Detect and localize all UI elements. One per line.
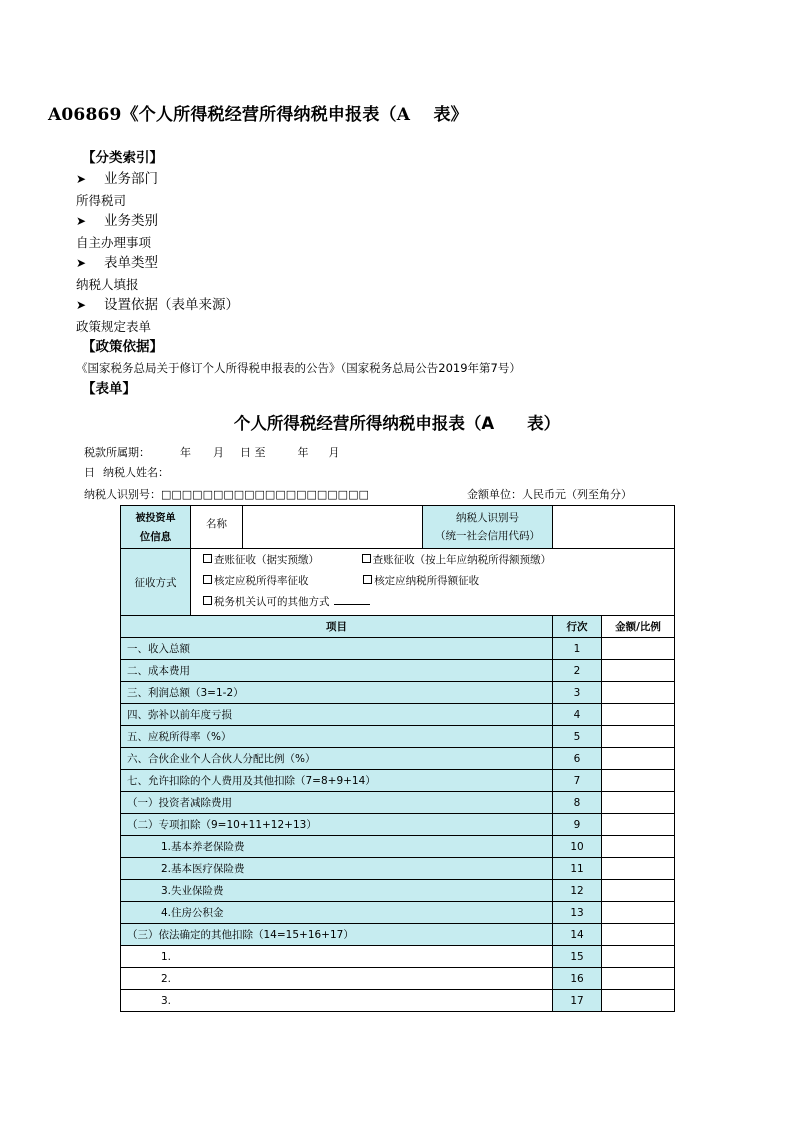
table-row (121, 770, 675, 792)
category-heading: 【分类索引】 (82, 150, 163, 166)
index-value-business-type: 自主办理事项 (76, 235, 152, 250)
row-line-number: 1 (553, 638, 602, 660)
row-line-number: 5 (553, 726, 602, 748)
row-amount-field[interactable] (602, 748, 675, 770)
row-line-number: 7 (553, 770, 602, 792)
option-prior-year-prepay[interactable]: 查账征收（按上年应纳税所得额预缴） (362, 554, 552, 566)
column-header-line: 行次 (553, 616, 602, 638)
row-item-label: 2. (121, 968, 553, 990)
other-method-blank[interactable] (334, 594, 370, 605)
row-item-label: 六、合伙企业个人合伙人分配比例（%） (121, 748, 553, 770)
table-row (121, 726, 675, 748)
row-amount-field[interactable] (602, 682, 675, 704)
row-amount-field[interactable] (602, 858, 675, 880)
row-item-label: 二、成本费用 (121, 660, 553, 682)
tin-field[interactable] (553, 506, 675, 549)
table-row (121, 792, 675, 814)
row-line-number: 3 (553, 682, 602, 704)
checkbox-icon[interactable] (203, 575, 212, 584)
arrow-icon: ➤ (76, 172, 87, 186)
row-line-number: 11 (553, 858, 602, 880)
classification-index (76, 148, 736, 400)
arrow-icon: ➤ (76, 256, 87, 270)
row-line-number: 13 (553, 902, 602, 924)
row-item-label: （一）投资者减除费用 (121, 792, 553, 814)
row-line-number: 14 (553, 924, 602, 946)
row-amount-field[interactable] (602, 704, 675, 726)
option-actual-prepay[interactable]: 查账征收（据实预缴） (203, 554, 319, 566)
index-item-basis: ➤ 设置依据（表单来源） (76, 295, 736, 316)
index-item-business-type: ➤ 业务类别 (76, 211, 736, 232)
row-amount-field[interactable] (602, 902, 675, 924)
row-line-number: 8 (553, 792, 602, 814)
row-amount-field[interactable] (602, 924, 675, 946)
arrow-icon: ➤ (76, 298, 87, 312)
row-amount-field[interactable] (602, 880, 675, 902)
index-value-department: 所得税司 (76, 193, 127, 208)
document-title: A06869《个人所得税经营所得纳税申报表（A 表》 (48, 105, 468, 125)
row-item-label: 一、收入总额 (121, 638, 553, 660)
form-heading: 【表单】 (82, 381, 136, 397)
index-value-form-type: 纳税人填报 (76, 277, 139, 292)
row-line-number: 10 (553, 836, 602, 858)
row-amount-field[interactable] (602, 968, 675, 990)
index-item-department: ➤ 业务部门 (76, 169, 736, 190)
row-amount-field[interactable] (602, 726, 675, 748)
form-title: 个人所得税经营所得纳税申报表（A 表） (233, 414, 561, 433)
row-item-label: 三、利润总额（3=1-2） (121, 682, 553, 704)
row-amount-field[interactable] (602, 660, 675, 682)
taxpayer-id-boxes[interactable]: □□□□□□□□□□□□□□□□□□□□ (161, 488, 369, 501)
tin-label: 纳税人识别号 （统一社会信用代码） (423, 506, 553, 549)
collection-options (191, 549, 675, 616)
table-row (121, 814, 675, 836)
tax-period-line: 税款所属期： 年 月 日 至 年 月 (84, 446, 340, 459)
policy-basis-text: 《国家税务总局关于修订个人所得税申报表的公告》（国家税务总局公告2019年第7号） (76, 361, 521, 375)
row-item-label: 2.基本医疗保险费 (121, 858, 553, 880)
row-line-number: 9 (553, 814, 602, 836)
invested-unit-label: 被投资单 位信息 (121, 506, 191, 549)
row-item-label: 五、应税所得率（%） (121, 726, 553, 748)
row-line-number: 4 (553, 704, 602, 726)
row-line-number: 16 (553, 968, 602, 990)
row-amount-field[interactable] (602, 770, 675, 792)
taxpayer-id-line: 纳税人识别号：□□□□□□□□□□□□□□□□□□□□ (84, 488, 369, 501)
option-assessed-rate[interactable]: 核定应税所得率征收 (203, 575, 309, 587)
checkbox-icon[interactable] (203, 596, 212, 605)
table-row (121, 682, 675, 704)
option-assessed-amount[interactable]: 核定应纳税所得额征收 (363, 575, 479, 587)
table-row (121, 704, 675, 726)
arrow-icon: ➤ (76, 214, 87, 228)
table-body (121, 638, 675, 1012)
table-row (121, 968, 675, 990)
row-item-label: 3.失业保险费 (121, 880, 553, 902)
table-row (121, 660, 675, 682)
row-line-number: 6 (553, 748, 602, 770)
column-header-item: 项目 (121, 616, 553, 638)
index-item-form-type: ➤ 表单类型 (76, 253, 736, 274)
row-amount-field[interactable] (602, 638, 675, 660)
name-label: 名称 (191, 506, 243, 549)
row-amount-field[interactable] (602, 990, 675, 1012)
row-item-label: 四、弥补以前年度亏损 (121, 704, 553, 726)
row-item-label: （三）依法确定的其他扣除（14=15+16+17） (121, 924, 553, 946)
row-item-label: 1.基本养老保险费 (121, 836, 553, 858)
row-amount-field[interactable] (602, 946, 675, 968)
row-line-number: 2 (553, 660, 602, 682)
table-row (121, 990, 675, 1012)
checkbox-icon[interactable] (363, 575, 372, 584)
index-value-basis: 政策规定表单 (76, 319, 152, 334)
option-other-method[interactable]: 税务机关认可的其他方式 (203, 596, 370, 608)
row-amount-field[interactable] (602, 792, 675, 814)
row-item-label: 4.住房公积金 (121, 902, 553, 924)
row-item-label: 3. (121, 990, 553, 1012)
row-item-label: 1. (121, 946, 553, 968)
row-item-label: （二）专项扣除（9=10+11+12+13） (121, 814, 553, 836)
unit-name-field[interactable] (243, 506, 423, 549)
column-header-amount: 金额/比例 (602, 616, 675, 638)
table-row (121, 880, 675, 902)
table-row (121, 902, 675, 924)
policy-basis-heading: 【政策依据】 (82, 339, 163, 355)
row-item-label: 七、允许扣除的个人费用及其他扣除（7=8+9+14） (121, 770, 553, 792)
table-row (121, 946, 675, 968)
table-row (121, 858, 675, 880)
taxpayer-name-line: 日 纳税人姓名： (84, 466, 169, 479)
collection-method-label: 征收方式 (121, 549, 191, 616)
table-row (121, 638, 675, 660)
checkbox-icon[interactable] (362, 554, 371, 563)
row-line-number: 15 (553, 946, 602, 968)
currency-unit: 金额单位：人民币元（列至角分） (467, 488, 632, 501)
table-row (121, 924, 675, 946)
row-line-number: 17 (553, 990, 602, 1012)
row-amount-field[interactable] (602, 836, 675, 858)
row-line-number: 12 (553, 880, 602, 902)
table-row (121, 748, 675, 770)
tax-return-table (120, 505, 675, 1012)
table-row (121, 836, 675, 858)
checkbox-icon[interactable] (203, 554, 212, 563)
row-amount-field[interactable] (602, 814, 675, 836)
